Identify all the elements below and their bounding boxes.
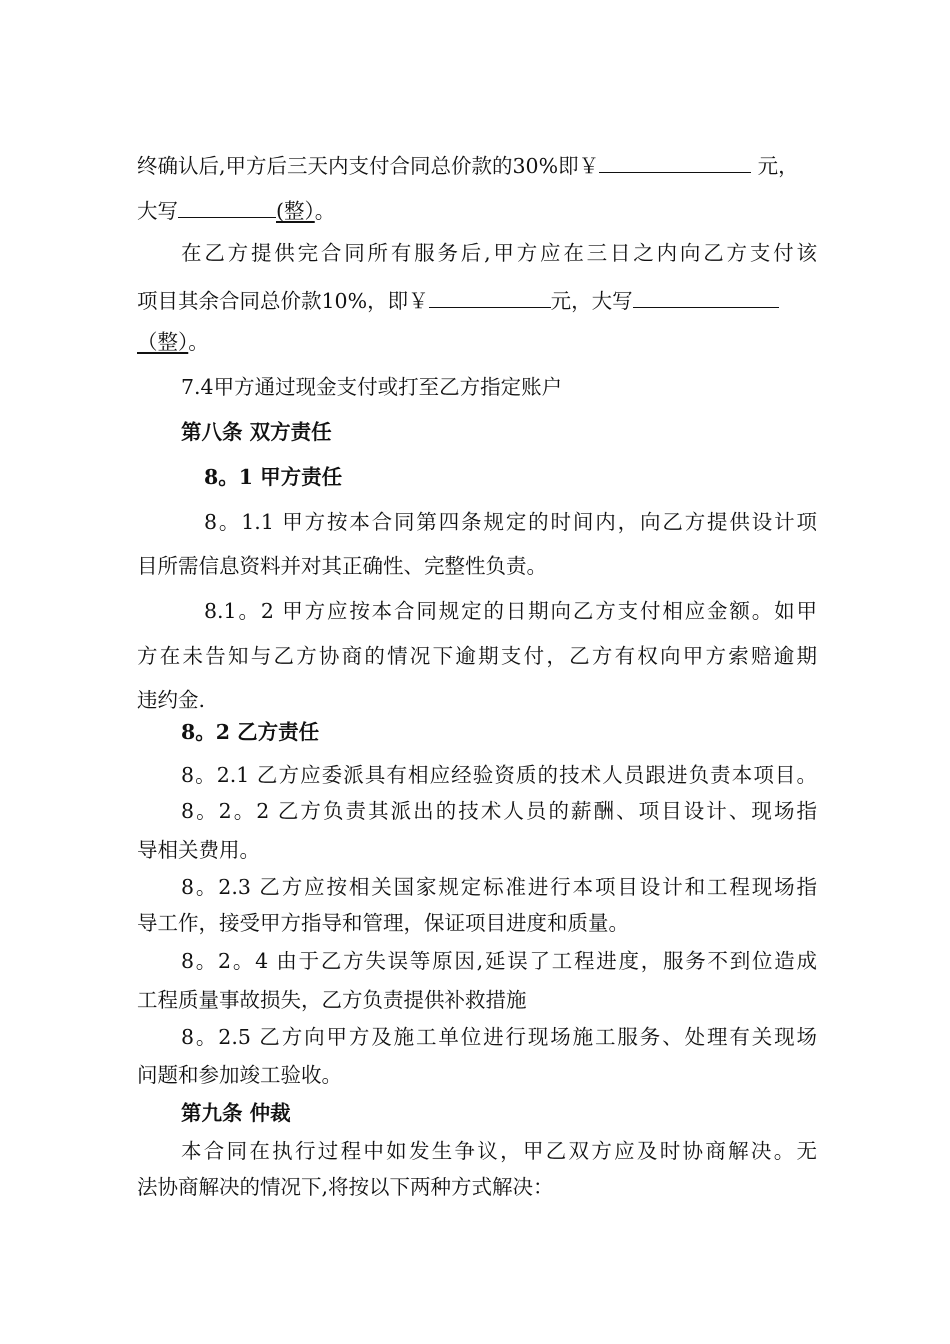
period-text: 。: [314, 199, 336, 223]
clause-822-line-1: [181, 796, 817, 826]
clause-822-line-2: 导相关费用。: [137, 838, 260, 862]
payment-10-line: [137, 283, 817, 316]
zheng-text: (整）: [276, 199, 315, 223]
yuan-text: 元，: [757, 154, 799, 178]
arbitration-text-1: 本合同在执行过程中如发生争议，甲乙双方应及时协商解决。无: [181, 1139, 817, 1163]
clause-812-line-3: 违约金.: [137, 688, 206, 712]
clause-824-line-1: [181, 946, 817, 976]
zheng-10-text: （整）: [137, 330, 189, 354]
arbitration-line-1: [181, 1136, 817, 1166]
clause-812-line-2: [137, 641, 817, 671]
clause-824-line-2: 工程质量事故损失，乙方负责提供补救措施: [137, 988, 527, 1012]
clause-811-line-1: [204, 507, 817, 537]
clause-821-line: [181, 760, 817, 790]
capital-blank: [178, 193, 276, 218]
clause-822-text-1: 8。2。2 乙方负责其派出的技术人员的薪酬、项目设计、现场指: [181, 799, 817, 823]
payment-30-line: [137, 148, 817, 181]
clause-811-text-1: 8。1.1 甲方按本合同第四条规定的时间内，向乙方提供设计项: [204, 510, 817, 534]
clause-812-text-1: 8.1。2 甲方应按本合同规定的日期向乙方支付相应金额。如甲: [204, 599, 817, 623]
clause-823-line-1: [181, 872, 817, 902]
remaining-payment-text: 在乙方提供完合同所有服务后,甲方应在三日之内向乙方支付该: [181, 241, 817, 265]
clause-823-line-2: 导工作，接受甲方指导和管理，保证项目进度和质量。: [137, 911, 629, 935]
capital-10-blank: [633, 283, 779, 308]
payment-10-text: 项目其余合同总价款10%，即￥: [137, 289, 429, 313]
clause-811-line-2: 目所需信息资料并对其正确性、完整性负责。: [137, 554, 547, 578]
party-b-heading: 8。2 乙方责任: [181, 720, 320, 744]
capital-amount-line: [137, 193, 817, 226]
amount-10-blank: [429, 283, 551, 308]
zheng-line: [137, 327, 817, 357]
article-9-heading: 第九条 仲裁: [181, 1101, 291, 1125]
clause-812-line-1: [204, 596, 817, 626]
party-a-heading: 8。1 甲方责任: [204, 465, 343, 489]
clause-821-text: 8。2.1 乙方应委派具有相应经验资质的技术人员跟进负责本项目。: [181, 763, 817, 787]
article-8-heading: 第八条 双方责任: [181, 420, 332, 444]
clause-825-line-2: 问题和参加竣工验收。: [137, 1063, 342, 1087]
clause-825-text-1: 8。2.5 乙方向甲方及施工单位进行现场施工服务、处理有关现场: [181, 1025, 817, 1049]
clause-824-text-1: 8。2。4 由于乙方失误等原因,延误了工程进度，服务不到位造成: [181, 949, 817, 973]
remaining-payment-line: [181, 238, 817, 268]
payment-method-line: 7.4甲方通过现金支付或打至乙方指定账户: [181, 375, 563, 399]
clause-823-text-1: 8。2.3 乙方应按相关国家规定标准进行本项目设计和工程现场指: [181, 875, 817, 899]
clause-812-text-2: 方在未告知与乙方协商的情况下逾期支付，乙方有权向甲方索赔逾期: [137, 644, 817, 668]
capital-10-label: 元，大写: [550, 289, 633, 313]
arbitration-line-2: 法协商解决的情况下,将按以下两种方式解决：: [137, 1175, 554, 1199]
amount-blank: [599, 148, 751, 173]
payment-30-text: 终确认后,甲方后三天内支付合同总价款的30%即￥: [137, 154, 600, 178]
period-10-text: 。: [188, 330, 209, 354]
clause-825-line-1: [181, 1022, 817, 1052]
capital-label: 大写: [137, 199, 178, 223]
